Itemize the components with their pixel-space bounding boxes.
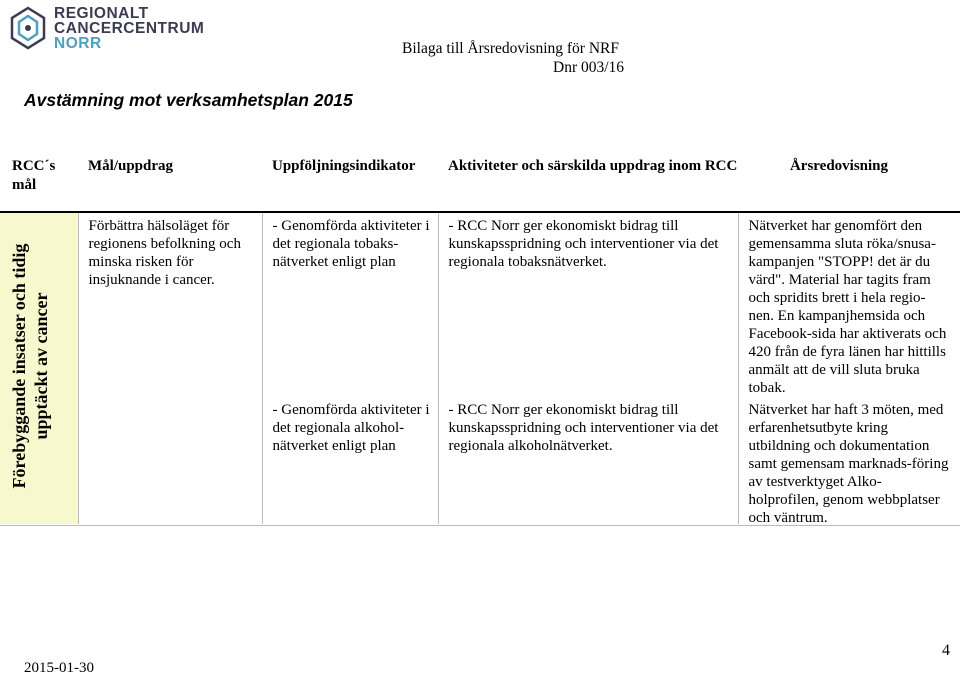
col-header-indicator: Uppföljningsindikator: [262, 141, 438, 212]
header-attachment-title: Bilaga till Årsredovisning för NRF: [402, 40, 619, 57]
plan-table: [0, 141, 960, 524]
col-header-goal-assignment: Mål/uppdrag: [78, 141, 262, 212]
report-cell: [738, 212, 960, 524]
mal-text: Förbättra hälsoläget för regionens befolkning och minska risken för insjuknande i cancer.: [88, 218, 241, 288]
logo-line-2: CANCERCENTRUM: [54, 20, 205, 37]
report-tobacco: Nätverket har genomfört den gemensamma sluta röka/snusa-kampanjen "STOPP! det är du värd". Material har tagits fram och spridits brett i hela regio-nen. En kampanjhemsida och Facebook-sida har aktiverats och 420 från de fyra länen har hittills anmält att de vill sluta bruka tobak.: [748, 218, 947, 396]
goal-cell: [0, 212, 78, 524]
page-title: Avstämning mot verksamhetsplan 2015: [24, 90, 353, 110]
activity-alcohol: - RCC Norr ger ekonomiskt bidrag till kunskapsspridning och interventioner via det regionala alkoholnätverket.: [448, 402, 719, 454]
header-dnr: Dnr 003/16: [553, 59, 625, 76]
table-header-row: [0, 141, 960, 212]
rcc-logo: [8, 4, 228, 54]
goal-label: Förebyggande insatser och tidig upptäckt av cancer: [9, 243, 51, 489]
col-header-annual-report: Årsredovisning: [738, 141, 960, 212]
footer-date: 2015-01-30: [24, 660, 94, 676]
indicator-alcohol: - Genomförda aktiviteter i det regionala alkohol-nätverket enligt plan: [272, 402, 430, 454]
activity-cell: [438, 212, 738, 524]
indicator-cell: [262, 212, 438, 524]
indicator-tobacco: - Genomförda aktiviteter i det regionala tobaks-nätverket enligt plan: [272, 218, 430, 270]
col-header-activities: Aktiviteter och särskilda uppdrag inom RCC: [438, 141, 738, 212]
mal-cell: [78, 212, 262, 524]
report-alcohol: Nätverket har haft 3 möten, med erfarenhetsutbyte kring utbildning och dokumentation samt gemensam marknads-föring av testverktyget Alko-holprofilen, genom webbplatser och väntrum.: [748, 402, 949, 526]
activity-tobacco: - RCC Norr ger ekonomiskt bidrag till kunskapsspridning och interventioner via det regionala tobaksnätverket.: [448, 218, 719, 270]
logo-line-1: REGIONALT: [54, 5, 149, 22]
logo-line-3: NORR: [54, 35, 102, 52]
page-number: 4: [942, 642, 950, 659]
table-bottom-border: [0, 525, 960, 526]
rcc-logo-mark-icon: [8, 6, 48, 50]
table-row: [0, 212, 960, 524]
col-header-rcc-goal: RCC´s mål: [0, 141, 78, 212]
